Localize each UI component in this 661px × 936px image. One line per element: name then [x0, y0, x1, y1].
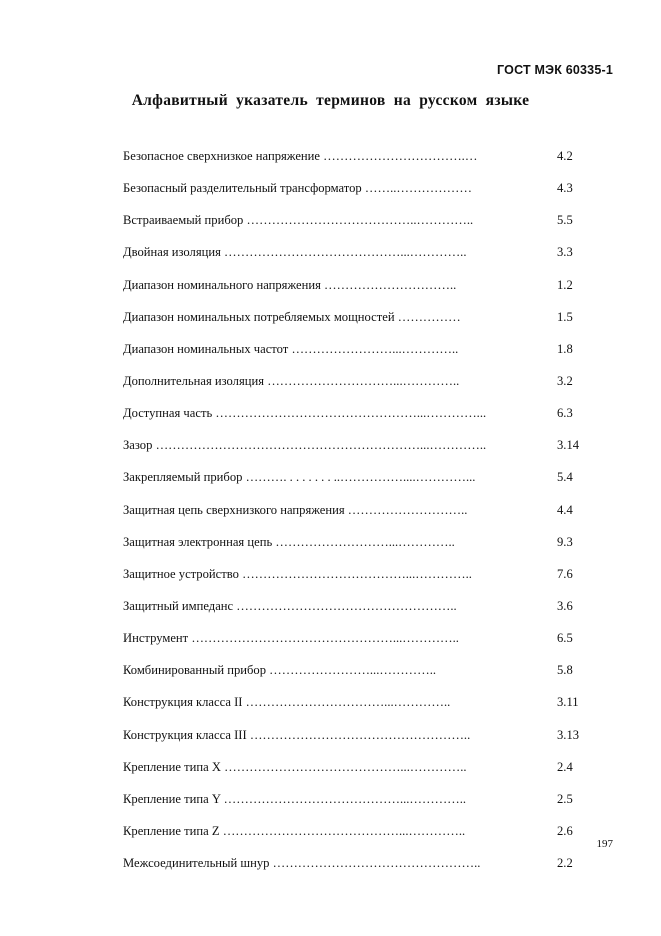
index-reference: 6.5: [557, 631, 573, 646]
index-leader-dots: ……………………………………...…………..: [224, 245, 467, 260]
index-reference: 9.3: [557, 534, 573, 549]
index-reference: 7.6: [557, 566, 573, 581]
index-entry: [123, 686, 623, 718]
index-leader-dots: …………………………………..…………..: [246, 213, 474, 228]
index-entry: [123, 654, 623, 686]
index-leader-dots: ……………………………...…………..: [245, 695, 451, 710]
index-reference: 3.14: [557, 438, 580, 453]
index-leader-dots: ……………………...…………..: [291, 341, 459, 356]
index-term: Инструмент: [123, 631, 189, 646]
index-term: Безопасное сверхнизкое напряжение: [123, 149, 320, 163]
index-term: Дополнительная изоляция: [123, 373, 265, 388]
index-reference: 5.8: [557, 663, 573, 678]
index-entry: [123, 847, 623, 879]
index-leader-dots: ……………………………………...…………..: [224, 759, 467, 774]
index-term: Защитная электронная цепь: [123, 534, 273, 549]
index-reference: 4.2: [557, 149, 573, 163]
index-reference: 2.4: [557, 759, 573, 774]
index-reference: 5.4: [557, 470, 573, 485]
index-leader-dots: …………………………...…………..: [267, 373, 460, 388]
index-entry: [123, 269, 623, 301]
index-term: Зазор: [123, 438, 153, 453]
index-term: Крепление типа Y: [123, 791, 221, 806]
index-entry: [123, 590, 623, 622]
index-term: Конструкция класса III: [123, 727, 247, 742]
index-term: Комбинированный прибор: [123, 663, 266, 678]
index-leader-dots: ………………………………………………………...…………..: [155, 438, 487, 453]
index-reference: 6.3: [557, 406, 573, 421]
index-entry: [123, 204, 623, 236]
index-leader-dots: …………………………………………...…………..: [191, 631, 459, 646]
index-leader-dots: ……………………………………………..: [249, 727, 471, 742]
index-term: Безопасный разделительный трансформатор: [123, 181, 362, 196]
index-leader-dots: ……………………………………...…………..: [222, 823, 466, 838]
index-reference: 4.4: [557, 502, 573, 517]
index-term: Диапазон номинальных потребляемых мощностей: [123, 309, 395, 324]
index-term: Встраиваемый прибор: [123, 213, 244, 228]
index-term: Закрепляемый прибор: [123, 470, 243, 485]
index-entry: [123, 236, 623, 268]
standard-code: ГОСТ МЭК 60335-1: [497, 63, 613, 77]
index-term: Защитный импеданс: [123, 598, 234, 613]
index-entry: [123, 365, 623, 397]
index-leader-dots: …………………………..: [324, 277, 457, 292]
index-term: Двойная изоляция: [123, 245, 221, 260]
index-entry: [123, 301, 623, 333]
index-reference: 5.5: [557, 213, 573, 228]
index-reference: 3.2: [557, 373, 573, 388]
index-reference: 1.8: [557, 341, 573, 356]
index-reference: 3.13: [557, 727, 580, 742]
index-term: Крепление типа X: [123, 759, 221, 774]
index-term: Защитное устройство: [123, 566, 239, 581]
index-entry: [123, 140, 623, 172]
index-leader-dots: ………………………...…………..: [275, 534, 455, 549]
index-term: Межсоединительный шнур: [123, 856, 270, 871]
index-entry: [123, 333, 623, 365]
index-reference: 3.11: [557, 695, 579, 710]
index-reference: 4.3: [557, 181, 573, 196]
index-leader-dots: …………………………….…: [323, 149, 478, 163]
index-term: Конструкция класса II: [123, 695, 243, 710]
index-entry: [123, 172, 623, 204]
index-leader-dots: ……………………………………...…………..: [223, 791, 467, 806]
index-leader-dots: ………………………..: [347, 502, 468, 517]
index-term: Крепление типа Z: [123, 823, 220, 838]
index-reference: 1.2: [557, 277, 573, 292]
index-leader-dots: …………………………………………..: [272, 856, 481, 871]
page-title: Алфавитный указатель терминов на русском языке: [131, 92, 530, 109]
index-entry: [123, 397, 623, 429]
index-leader-dots: ……………………………………………..: [236, 598, 457, 613]
index-term: Диапазон номинальных частот: [123, 341, 289, 356]
index-entry: [123, 558, 623, 590]
index-reference: 3.6: [557, 598, 573, 613]
index-entry: [123, 526, 623, 558]
index-leader-dots: …………………………………...…………..: [242, 566, 472, 581]
index-entry: [123, 751, 623, 783]
index-entry: [123, 783, 623, 815]
index-leader-dots: ………. . . . . . . . ..……………....…………...: [245, 470, 476, 485]
index-leader-dots: ……………………...…………..: [269, 663, 437, 678]
index-entry: [123, 719, 623, 751]
index-reference: 3.3: [557, 245, 573, 260]
index-entry: [123, 815, 623, 847]
page-number: 197: [596, 838, 613, 850]
index-leader-dots: …………………………………………...…………...: [215, 406, 487, 421]
index-reference: 2.2: [557, 856, 573, 871]
index-leader-dots: ……..………………: [364, 181, 472, 196]
index-reference: 2.5: [557, 791, 573, 806]
index-entry: [123, 494, 623, 526]
index-entry: [123, 461, 623, 493]
index-entry: [123, 622, 623, 654]
index-term: Диапазон номинального напряжения: [123, 277, 321, 292]
term-index-list: [123, 140, 623, 879]
index-entry: [123, 429, 623, 461]
index-leader-dots: ……………: [397, 309, 461, 324]
index-term: Защитная цепь сверхнизкого напряжения: [123, 502, 345, 517]
index-reference: 1.5: [557, 309, 573, 324]
index-reference: 2.6: [557, 823, 573, 838]
index-term: Доступная часть: [123, 406, 213, 421]
